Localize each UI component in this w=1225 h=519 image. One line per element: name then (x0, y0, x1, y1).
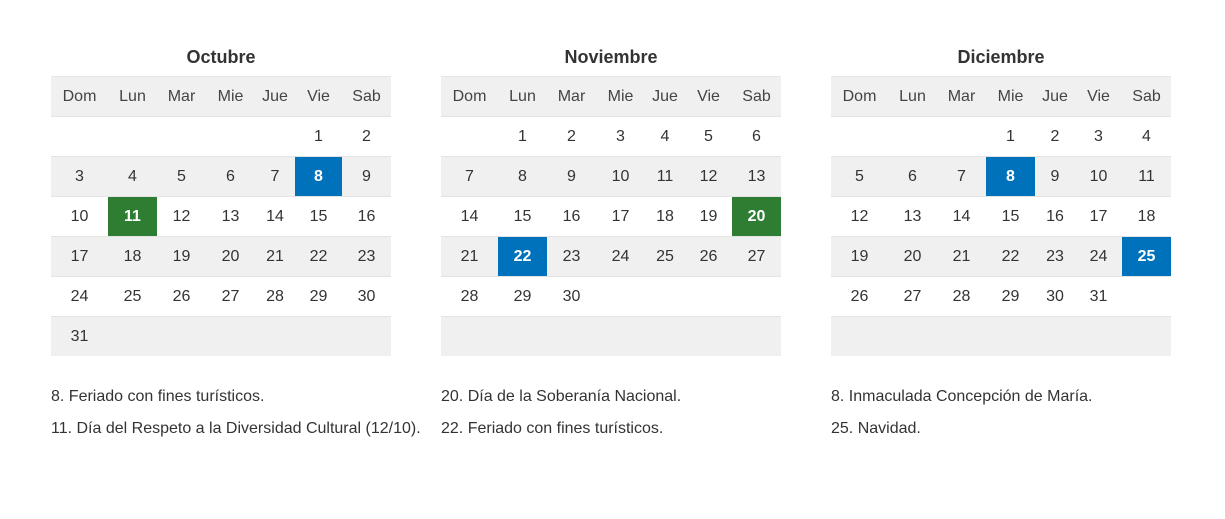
day-cell[interactable]: 12 (172, 207, 191, 225)
empty-day-cell (206, 117, 255, 156)
day-cell[interactable]: 4 (660, 127, 670, 145)
empty-day-cell (441, 117, 498, 156)
day-cell[interactable]: 21 (460, 247, 479, 265)
week-row (51, 116, 391, 156)
week-row (441, 316, 781, 356)
weekday-label: Mie (217, 87, 244, 105)
month-calendar-diciembre (831, 38, 1171, 356)
holiday-note: 22. Feriado con fines turísticos. (441, 420, 664, 437)
day-cell[interactable]: 17 (70, 247, 89, 265)
day-cell[interactable]: 6 (752, 127, 761, 145)
day-cell[interactable]: 16 (357, 207, 376, 225)
weekday-label: Dom (62, 87, 97, 105)
day-cell[interactable]: 24 (611, 247, 630, 265)
day-cell[interactable]: 14 (460, 207, 479, 225)
holiday-note: 8. Inmaculada Concepción de María. (831, 388, 1093, 405)
month-title: Octubre (186, 47, 256, 67)
day-cell[interactable]: 23 (1046, 247, 1064, 265)
empty-day-cell (157, 117, 206, 156)
holiday-note: 11. Día del Respeto a la Diversidad Cultural (12/10). (51, 420, 421, 437)
day-cell[interactable]: 5 (855, 167, 864, 185)
week-row (51, 236, 391, 276)
day-cell[interactable]: 22 (309, 247, 328, 265)
weekday-label: Mie (607, 87, 634, 105)
day-cell[interactable]: 16 (562, 207, 581, 225)
week-row (441, 276, 781, 316)
week-row (831, 276, 1171, 316)
holiday-notes-noviembre (441, 384, 821, 448)
weekday-label: Lun (509, 87, 536, 105)
weekday-label: Lun (119, 87, 146, 105)
day-cell[interactable]: 11 (1138, 167, 1155, 185)
weekday-label: Sab (1132, 87, 1161, 105)
empty-day-cell (645, 317, 685, 356)
empty-day-cell (255, 117, 295, 156)
weekday-label: Sab (742, 87, 771, 105)
day-cell[interactable]: 25 (123, 287, 142, 305)
empty-day-cell (441, 317, 498, 356)
day-cell[interactable]: 19 (699, 207, 718, 225)
day-cell[interactable]: 15 (513, 207, 532, 225)
day-cell[interactable]: 27 (903, 287, 922, 305)
empty-day-cell (732, 277, 781, 316)
empty-day-cell (986, 317, 1035, 356)
week-row (51, 196, 391, 236)
empty-day-cell (645, 277, 685, 316)
day-cell[interactable]: 9 (1050, 167, 1060, 185)
day-cell[interactable]: 14 (266, 207, 284, 225)
day-cell[interactable]: 30 (562, 287, 581, 305)
day-cell[interactable]: 3 (75, 167, 84, 185)
empty-day-cell (831, 317, 888, 356)
day-cell[interactable]: 1 (1006, 127, 1015, 145)
day-cell[interactable]: 18 (1137, 207, 1156, 225)
empty-day-cell (596, 277, 645, 316)
empty-day-cell (547, 317, 596, 356)
day-cell[interactable]: 6 (908, 167, 917, 185)
month-calendar-octubre (51, 38, 391, 356)
empty-day-cell (295, 317, 342, 356)
week-row (51, 156, 391, 196)
day-cell[interactable]: 31 (70, 327, 89, 345)
day-cell[interactable]: 11 (656, 167, 674, 185)
holiday-day-cell[interactable]: 11 (108, 197, 157, 236)
day-cell[interactable]: 14 (952, 207, 971, 225)
day-cell[interactable]: 12 (699, 167, 718, 185)
day-cell[interactable]: 29 (309, 287, 328, 305)
day-cell[interactable]: 10 (611, 167, 630, 185)
day-cell[interactable]: 17 (1089, 207, 1108, 225)
day-cell[interactable]: 13 (747, 167, 766, 185)
day-cell[interactable]: 30 (1046, 287, 1064, 305)
holiday-notes-diciembre (831, 384, 1211, 448)
holiday-day-cell[interactable]: 20 (732, 197, 781, 236)
day-cell[interactable]: 5 (704, 127, 713, 145)
holiday-notes-octubre (51, 384, 431, 448)
weekday-label: Mar (557, 87, 586, 105)
day-cell[interactable]: 30 (357, 287, 376, 305)
week-row (441, 196, 781, 236)
day-cell[interactable]: 15 (1001, 207, 1020, 225)
day-cell[interactable]: 9 (362, 167, 371, 185)
empty-day-cell (498, 317, 547, 356)
day-cell[interactable]: 3 (616, 127, 625, 145)
day-cell[interactable]: 7 (270, 167, 280, 185)
week-row (831, 196, 1171, 236)
week-row (831, 156, 1171, 196)
empty-day-cell (342, 317, 391, 356)
weekday-label: Vie (1087, 87, 1110, 105)
day-cell[interactable]: 13 (903, 207, 922, 225)
day-cell[interactable]: 21 (266, 247, 284, 265)
day-cell[interactable]: 28 (266, 287, 284, 305)
day-cell[interactable]: 9 (567, 167, 576, 185)
weekday-label: Dom (452, 87, 487, 105)
week-row (51, 276, 391, 316)
month-title: Noviembre (564, 47, 658, 67)
day-cell[interactable]: 10 (1089, 167, 1108, 185)
weekday-label: Jue (652, 87, 678, 105)
empty-day-cell (1035, 317, 1075, 356)
week-row (831, 116, 1171, 156)
empty-day-cell (888, 117, 937, 156)
day-cell[interactable]: 7 (465, 167, 474, 185)
day-cell[interactable]: 29 (513, 287, 532, 305)
empty-day-cell (1075, 317, 1122, 356)
week-row (441, 236, 781, 276)
weekday-label: Jue (1042, 87, 1068, 105)
empty-day-cell (685, 317, 732, 356)
day-cell[interactable]: 6 (226, 167, 235, 185)
day-cell[interactable]: 24 (70, 287, 89, 305)
day-cell[interactable]: 5 (177, 167, 186, 185)
empty-day-cell (937, 317, 986, 356)
day-cell[interactable]: 23 (357, 247, 376, 265)
day-cell[interactable]: 29 (1001, 287, 1020, 305)
empty-day-cell (685, 277, 732, 316)
weekday-header (51, 76, 391, 116)
day-cell[interactable]: 8 (518, 167, 527, 185)
day-cell[interactable]: 10 (70, 207, 89, 225)
day-cell[interactable]: 12 (850, 207, 869, 225)
day-cell[interactable]: 7 (957, 167, 966, 185)
day-cell[interactable]: 15 (309, 207, 328, 225)
day-cell[interactable]: 26 (699, 247, 718, 265)
day-cell[interactable]: 3 (1094, 127, 1103, 145)
day-cell[interactable]: 4 (1142, 127, 1151, 145)
day-cell[interactable]: 20 (221, 247, 240, 265)
empty-day-cell (51, 117, 108, 156)
day-cell[interactable]: 16 (1046, 207, 1064, 225)
weekday-label: Lun (899, 87, 926, 105)
week-row (441, 156, 781, 196)
holiday-day-cell[interactable]: 22 (498, 237, 547, 276)
day-cell[interactable]: 27 (747, 247, 766, 265)
empty-day-cell (1122, 317, 1171, 356)
week-row (831, 316, 1171, 356)
day-cell[interactable]: 2 (1050, 127, 1060, 145)
weekday-label: Jue (262, 87, 288, 105)
weekday-label: Dom (842, 87, 877, 105)
day-cell[interactable]: 2 (567, 127, 576, 145)
day-cell[interactable]: 27 (221, 287, 240, 305)
day-cell[interactable]: 18 (123, 247, 142, 265)
empty-day-cell (831, 117, 888, 156)
day-cell[interactable]: 19 (850, 247, 869, 265)
day-cell[interactable]: 20 (903, 247, 922, 265)
week-row (441, 116, 781, 156)
weekday-label: Mar (947, 87, 976, 105)
holiday-note: 20. Día de la Soberanía Nacional. (441, 388, 682, 405)
day-cell[interactable]: 4 (128, 167, 137, 185)
day-cell[interactable]: 21 (952, 247, 971, 265)
weekday-label: Vie (307, 87, 330, 105)
empty-day-cell (255, 317, 295, 356)
empty-day-cell (157, 317, 206, 356)
day-cell[interactable]: 26 (172, 287, 191, 305)
day-cell[interactable]: 24 (1089, 247, 1108, 265)
weekday-header (441, 76, 781, 116)
empty-day-cell (206, 317, 255, 356)
empty-day-cell (108, 317, 157, 356)
weekday-label: Mie (997, 87, 1024, 105)
holiday-note: 8. Feriado con fines turísticos. (51, 388, 265, 405)
day-cell[interactable]: 31 (1089, 287, 1108, 305)
day-cell[interactable]: 18 (656, 207, 674, 225)
day-cell[interactable]: 26 (850, 287, 869, 305)
day-cell[interactable]: 22 (1001, 247, 1020, 265)
day-cell[interactable]: 13 (221, 207, 240, 225)
day-cell[interactable]: 28 (952, 287, 971, 305)
empty-day-cell (108, 117, 157, 156)
week-row (831, 236, 1171, 276)
holiday-day-cell[interactable]: 25 (1122, 237, 1171, 276)
month-calendar-noviembre (441, 38, 781, 356)
weekday-label: Mar (167, 87, 196, 105)
empty-day-cell (1122, 277, 1171, 316)
holiday-day-cell[interactable]: 8 (295, 157, 342, 196)
day-cell[interactable]: 19 (172, 247, 191, 265)
day-cell[interactable]: 28 (460, 287, 479, 305)
day-cell[interactable]: 2 (362, 127, 371, 145)
day-cell[interactable]: 17 (611, 207, 630, 225)
month-title: Diciembre (957, 47, 1045, 67)
empty-day-cell (596, 317, 645, 356)
empty-day-cell (888, 317, 937, 356)
holiday-note: 25. Navidad. (831, 420, 921, 437)
weekday-label: Sab (352, 87, 381, 105)
weekday-label: Vie (697, 87, 720, 105)
day-cell[interactable]: 1 (314, 127, 323, 145)
holiday-day-cell[interactable]: 8 (986, 157, 1035, 196)
day-cell[interactable]: 1 (518, 127, 527, 145)
week-row (51, 316, 391, 356)
day-cell[interactable]: 25 (656, 247, 674, 265)
weekday-header (831, 76, 1171, 116)
day-cell[interactable]: 23 (562, 247, 581, 265)
empty-day-cell (937, 117, 986, 156)
empty-day-cell (732, 317, 781, 356)
